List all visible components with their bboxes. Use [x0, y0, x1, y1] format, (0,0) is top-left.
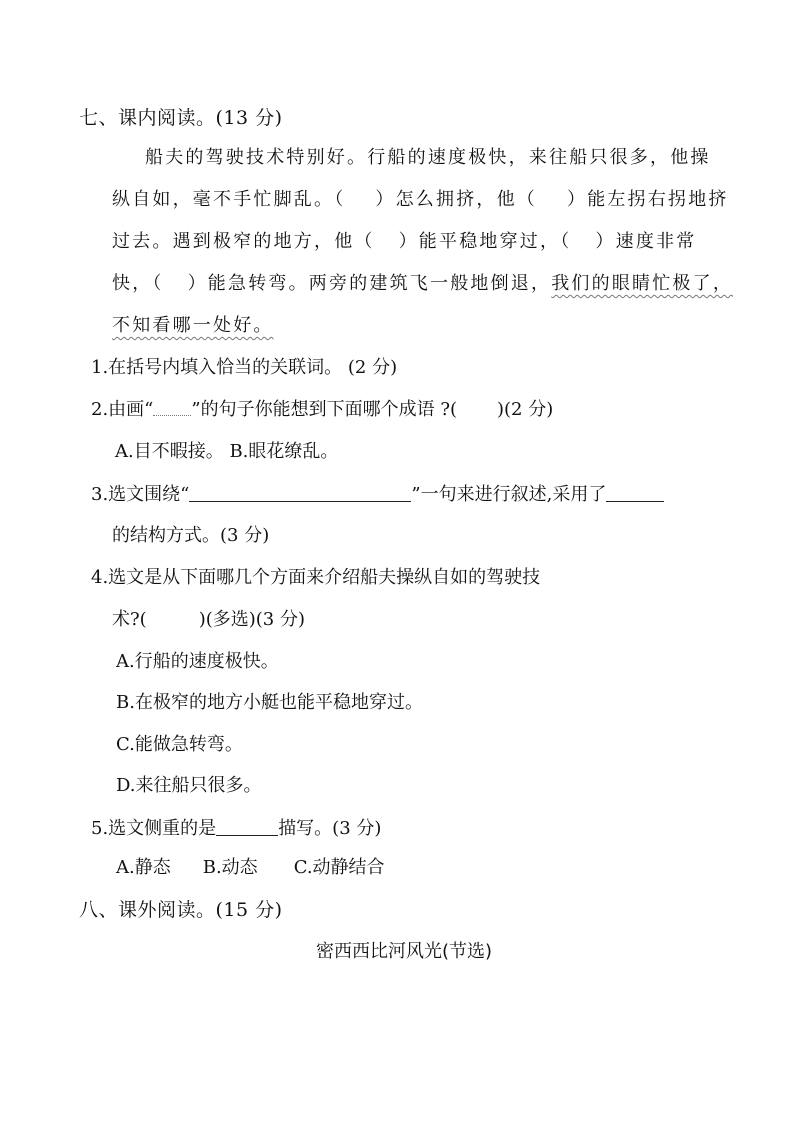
answer-blank[interactable]	[216, 819, 278, 836]
passage-text: ）能平稳地穿过，（	[398, 231, 572, 252]
section-7-heading: 七、课内阅读。(13 分)	[79, 107, 283, 129]
option-combined: C.动静结合	[293, 857, 385, 878]
answer-blank[interactable]	[606, 485, 664, 502]
question-2	[91, 401, 553, 419]
question-2-text: ”的句子你能想到下面哪个成语 ?(	[191, 399, 457, 420]
passage-line-5	[112, 317, 274, 335]
passage-text: ）能左拐右拐地挤	[567, 189, 729, 210]
question-3-continued: 的结构方式。(3 分)	[112, 525, 270, 546]
passage-text: 纵自如，毫不手忙脚乱。（	[112, 189, 346, 210]
passage-line-1: 船夫的驾驶技术特别好。行船的速度极快，来往船只很多，他操	[145, 147, 711, 168]
passage-text: 过去。遇到极窄的地方，他（	[112, 231, 375, 252]
wavy-line-sample	[153, 401, 191, 416]
question-4-text: )(多选)(3 分)	[198, 609, 305, 630]
question-4-option-d: D.来往船只很多。	[116, 775, 262, 796]
wavy-underlined-text: 我们的眼睛忙极了，	[551, 273, 734, 294]
question-4-option-a: A.行船的速度极快。	[116, 651, 279, 672]
question-4-text: 术?(	[112, 609, 147, 630]
question-3-text: 3.选文围绕“	[91, 484, 190, 505]
question-2-text: )(2 分)	[497, 399, 554, 420]
passage-line-4	[112, 275, 733, 293]
question-3	[91, 485, 664, 504]
passage-line-3	[112, 233, 696, 251]
question-4-continued	[112, 611, 305, 629]
question-3-text: ”一句来进行叙述,采用了	[411, 484, 607, 505]
reading-title: 密西西比河风光(节选)	[316, 941, 493, 962]
question-4-option-c: C.能做急转弯。	[116, 734, 243, 755]
question-1: 1.在括号内填入恰当的关联词。 (2 分)	[91, 357, 398, 378]
question-5-options	[116, 859, 385, 877]
question-2-text: 2.由画“	[91, 399, 154, 420]
option-static: A.静态	[116, 857, 171, 878]
wavy-underlined-text: 不知看哪一处好。	[112, 315, 274, 336]
question-4: 4.选文是从下面哪几个方面来介绍船夫操纵自如的驾驶技	[91, 567, 541, 588]
answer-blank[interactable]	[189, 485, 411, 502]
passage-line-2	[112, 191, 729, 209]
option-dynamic: B.动态	[202, 857, 258, 878]
question-4-option-b: B.在极窄的地方小艇也能平稳地穿过。	[116, 692, 423, 713]
passage-text: ）速度非常	[595, 231, 697, 252]
question-2-options: A.目不暇接。 B.眼花缭乱。	[115, 441, 339, 462]
question-5-text: 描写。(3 分)	[278, 818, 382, 839]
passage-text: ）能急转弯。两旁的建筑飞一般地倒退，	[187, 273, 552, 294]
passage-text: 快，（	[112, 273, 164, 294]
passage-text: ）怎么拥挤，他（	[375, 189, 538, 210]
section-8-heading: 八、课外阅读。(15 分)	[79, 899, 283, 921]
question-5-text: 5.选文侧重的是	[91, 818, 217, 839]
question-5	[91, 819, 381, 838]
